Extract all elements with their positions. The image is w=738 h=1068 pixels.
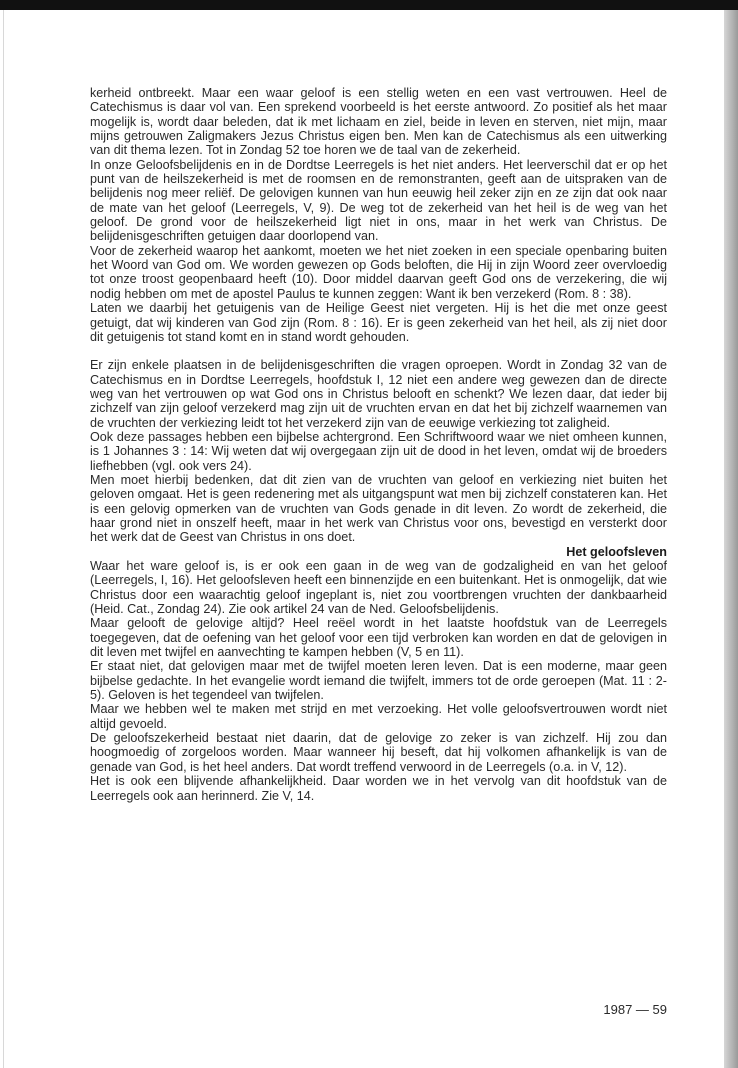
page-number: 1987 — 59 xyxy=(603,1002,667,1017)
paragraph: Voor de zekerheid waarop het aankomt, moeten we het niet zoeken in een speciale openbaring buiten het Woord van God om. We worden gewezen op Gods beloften, die Hij in zijn Woord zeer overvloedig tot onze troost geopenbaard heeft (10). Door middel daarvan geeft God ons de verzekering, die wij nodig hebben om met de apostel Paulus te kunnen zeggen: Want ik ben verzekerd (Rom. 8 : 38). xyxy=(90,243,667,301)
paragraph: De geloofszekerheid bestaat niet daarin, dat de gelovige zo zeker is van zichzelf. Hij zou dan hoogmoedig of zorgeloos worden. Maar wanneer hij beseft, dat hij volkomen afhankelijk is van de genade van God, is het heel anders. Dat wordt treffend verwoord in de Leerregels (o.a. in V, 12). xyxy=(90,731,667,774)
paragraph: Laten we daarbij het getuigenis van de Heilige Geest niet vergeten. Hij is het die met onze geest getuigt, dat wij kinderen van God zijn (Rom. 8 : 16). Er is geen zekerheid van het heil, als zij niet door dit getuigenis tot stand komt en in stand wordt gehouden. xyxy=(90,301,667,344)
section-gap xyxy=(90,344,667,358)
paragraph: Maar we hebben wel te maken met strijd en met verzoeking. Het volle geloofsvertrouwen wordt niet altijd gevoeld. xyxy=(90,702,667,731)
scan-left-edge xyxy=(3,10,4,1068)
paragraph: Ook deze passages hebben een bijbelse achtergrond. Een Schriftwoord waar we niet omheen kunnen, is 1 Johannes 3 : 14: Wij weten dat wij overgegaan zijn uit de dood in het leven, omdat wij de broeders liefhebben (vgl. ook vers 24). xyxy=(90,429,667,473)
paragraph: Waar het ware geloof is, is er ook een gaan in de weg van de godzaligheid en van het geloof (Leerregels, I, 16). Het geloofsleven heeft een binnenzijde en een buitenkant. Het is onmogelijk, dat wie Christus door een waarachtig geloof ingeplant is, niet zou voortbrengen vruchten der dankbaarheid (Heid. Cat., Zondag 24). Zie ook artikel 24 van de Ned. Geloofsbelijdenis. xyxy=(90,559,667,617)
scan-right-edge xyxy=(724,10,738,1068)
paragraph: kerheid ontbreekt. Maar een waar geloof is een stellig weten en een vast vertrouwen. Heel de Catechismus is daar vol van. Een sprekend voorbeeld is het eerste antwoord. Zo positief als het maar mogelijk is, wordt daar beleden, dat ik met lichaam en ziel, beide in leven en sterven, niet mijn, maar mijns getrouwen Zaligmakers Jezus Christus eigen ben. Men kan de Catechismus als een uitwerking van dit thema lezen. Tot in Zondag 52 toe horen we de taal van de zekerheid. xyxy=(90,86,667,158)
paragraph: In onze Geloofsbelijdenis en in de Dordtse Leerregels is het niet anders. Het leerverschil dat er op het punt van de heilszekerheid is met de roomsen en de remonstranten, geeft aan de uitspraken van de belijdenis nog meer reliëf. De gelovigen kunnen van hun eeuwig heil zeker zijn en ze zijn dat ook naar de mate van het geloof (Leerregels, V, 9). De weg tot de zekerheid van het heil is de weg van het geloof. De grond voor de heilszekerheid ligt niet in ons, maar in het werk van Christus. De belijdenisgeschriften getuigen daar doorlopend van. xyxy=(90,157,667,244)
scan-top-border xyxy=(0,0,738,10)
document-body xyxy=(90,86,667,803)
paragraph: Maar gelooft de gelovige altijd? Heel reëel wordt in het laatste hoofdstuk van de Leerregels toegegeven, dat de oefening van het geloof voor een tijd verbroken kan worden en dat de gelovigen in dit leven met twijfel en aanvechting te kampen hebben (V, 5 en 11). xyxy=(90,616,667,660)
paragraph: Er zijn enkele plaatsen in de belijdenisgeschriften die vragen oproepen. Wordt in Zondag 32 van de Catechismus en in Dordtse Leerregels, hoofdstuk I, 12 niet een andere weg gewezen dan de directe weg van het vertrouwen op wat God ons in Christus belooft en schenkt? We lezen daar, dat ieder bij zichzelf van zijn geloof verzekerd mag zijn uit de vruchten ervan en dat het bij zichzelf waarnemen van de vruchten der verkiezing leidt tot het verzekerd zijn van de eeuwige verkiezing tot zaligheid. xyxy=(90,358,667,430)
section-heading: Het geloofsleven xyxy=(566,544,667,559)
paragraph: Men moet hierbij bedenken, dat dit zien van de vruchten van geloof en verkiezing niet buiten het geloven omgaat. Het is geen redenering met als uitgangspunt wat men bij zichzelf constateren kan. Het is een gelovig opmerken van de vruchten van Gods genade in dit leven. Zo wordt de zekerheid, die haar grond niet in onszelf heeft, maar in het werk van Christus voor ons, bevestigd en versterkt door het werk dat de Geest van Christus in ons doet. xyxy=(90,472,667,545)
paragraph: Het is ook een blijvende afhankelijkheid. Daar worden we in het vervolg van dit hoofdstuk van de Leerregels ook aan herinnerd. Zie V, 14. xyxy=(90,774,667,803)
paragraph: Er staat niet, dat gelovigen maar met de twijfel moeten leren leven. Dat is een moderne, maar geen bijbelse gedachte. In het evangelie wordt iemand die twijfelt, immers tot de orde geroepen (Mat. 11 : 2-5). Geloven is het tegendeel van twijfelen. xyxy=(90,659,667,703)
